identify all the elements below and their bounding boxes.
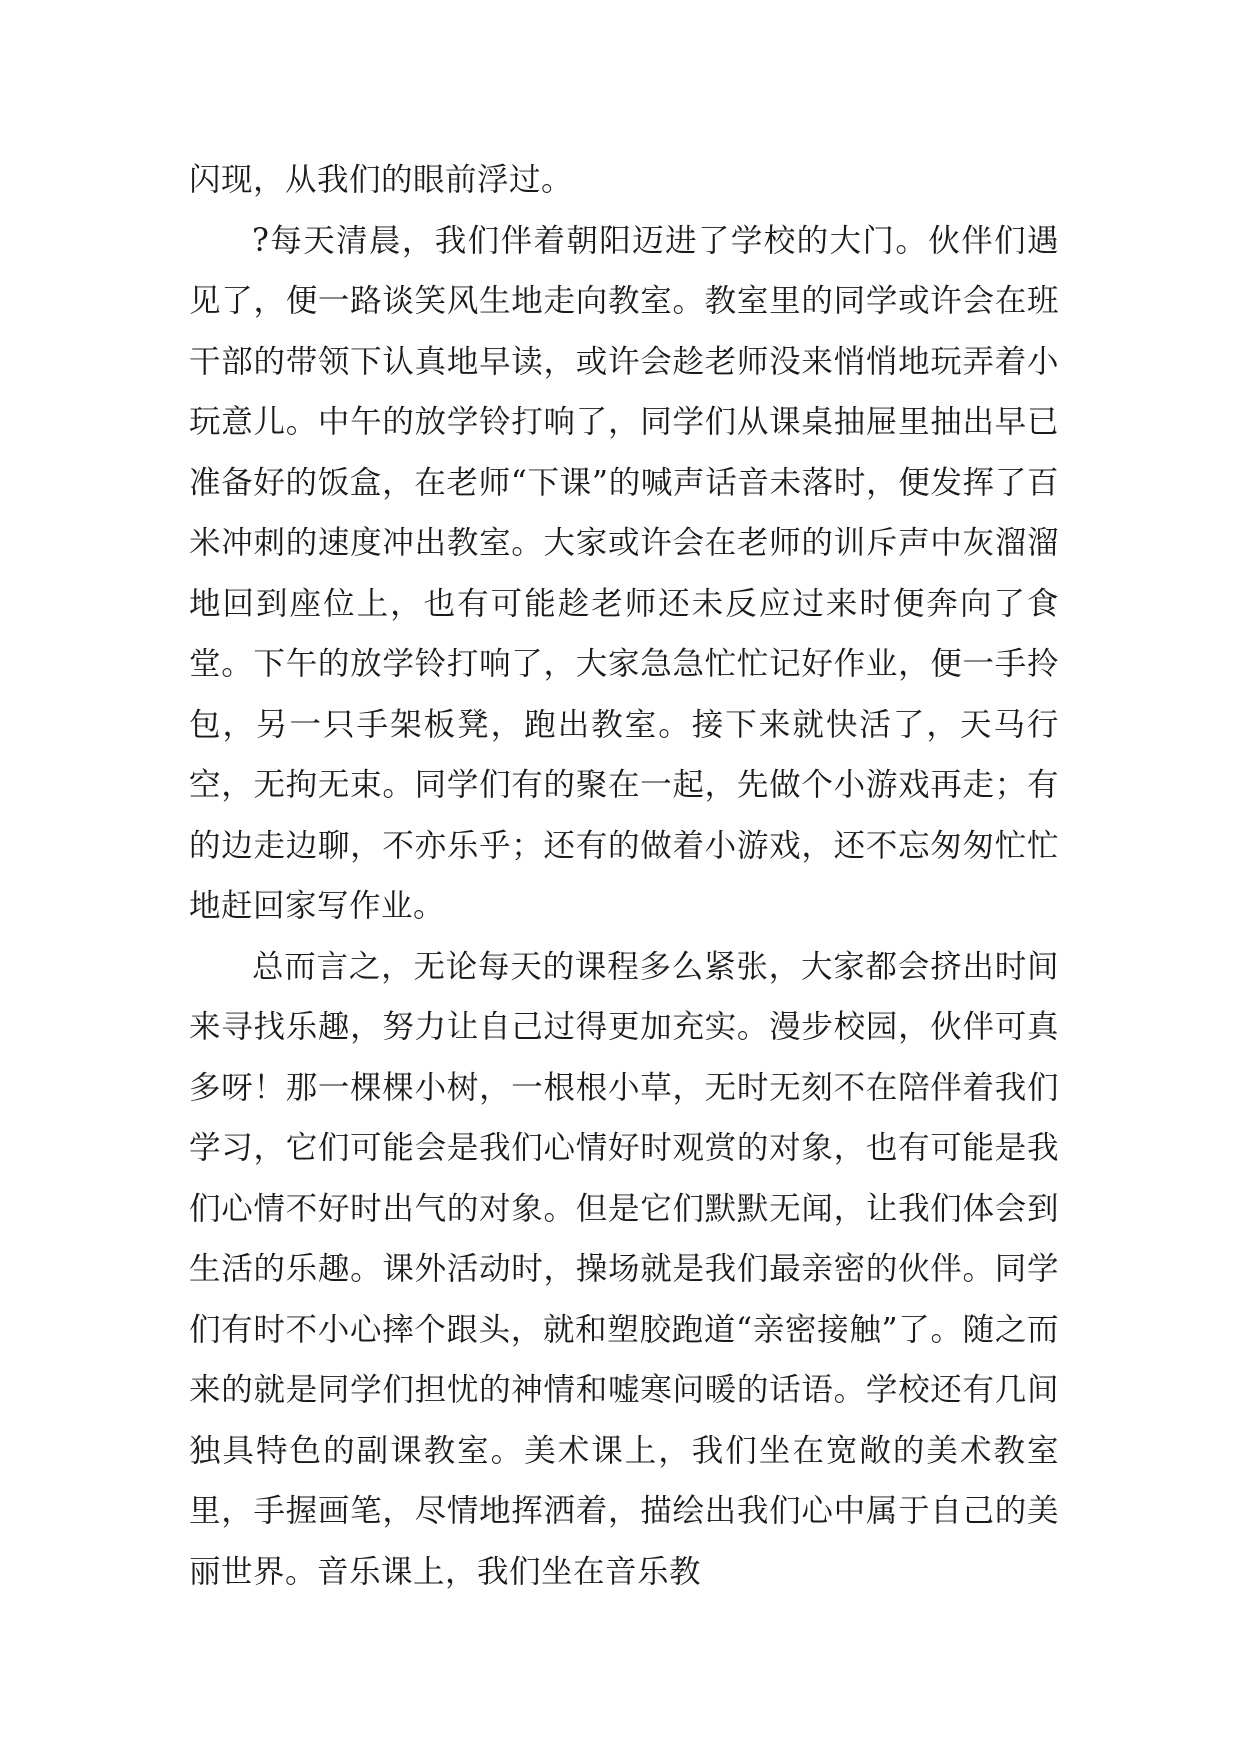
body-text [189, 150, 1059, 1602]
paragraph-2: ?每天清晨，我们伴着朝阳迈进了学校的大门。伙伴们遇见了，便一路谈笑风生地走向教室。教室里的同学或许会在班干部的带领下认真地早读，或许会趁老师没来悄悄地玩弄着小玩意儿。中午的放学铃打响了，同学们从课桌抽屉里抽出早已准备好的饭盒，在老师“下课”的喊声话音未落时，便发挥了百米冲刺的速度冲出教室。大家或许会在老师的训斥声中灰溜溜地回到座位上，也有可能趁老师还未反应过来时便奔向了食堂。下午的放学铃打响了，大家急急忙忙记好作业，便一手拎包，另一只手架板凳，跑出教室。接下来就快活了，天马行空，无拘无束。同学们有的聚在一起，先做个小游戏再走；有的边走边聊，不亦乐乎；还有的做着小游戏，还不忘匆匆忙忙地赶回家写作业。 [189, 222, 1059, 924]
paragraph-1: 闪现，从我们的眼前浮过。 [189, 162, 574, 198]
paragraph-3: 总而言之，无论每天的课程多么紧张，大家都会挤出时间来寻找乐趣，努力让自己过得更加充实。漫步校园，伙伴可真多呀！那一棵棵小树，一根根小草，无时无刻不在陪伴着我们学习，它们可能会是我们心情好时观赏的对象，也有可能是我们心情不好时出气的对象。但是它们默默无闻，让我们体会到生活的乐趣。课外活动时，操场就是我们最亲密的伙伴。同学们有时不小心摔个跟头，就和塑胶跑道“亲密接触”了。随之而来的就是同学们担忧的神情和嘘寒问暖的话语。学校还有几间独具特色的副课教室。美术课上，我们坐在宽敞的美术教室里，手握画笔，尽情地挥洒着，描绘出我们心中属于自己的美丽世界。音乐课上，我们坐在音乐教 [189, 948, 1059, 1590]
